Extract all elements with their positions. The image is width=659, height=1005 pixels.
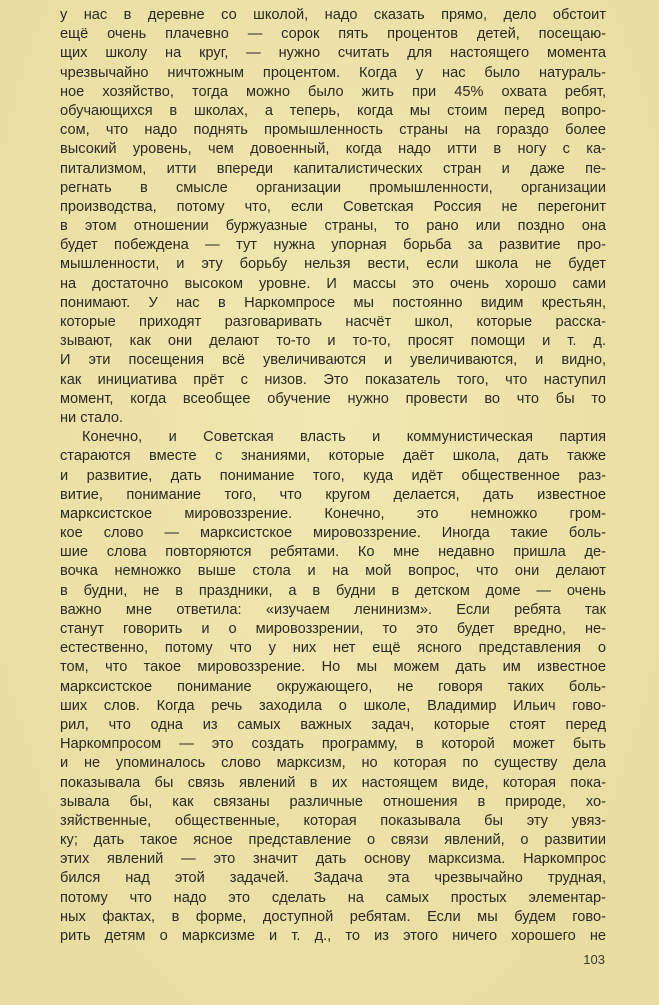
- text-line: понимают. У нас в Наркомпросе мы постоянно видим крестьян,: [60, 294, 606, 311]
- text-line: показывала бы связь явлений в их настоящем виде, которая пока-: [60, 774, 606, 791]
- text-line: естественно, потому что у них нет ещё ясного представления о: [60, 640, 606, 657]
- text-line: зывают, как они делают то-то и то-то, просят помощи и т. д.: [60, 333, 606, 350]
- text-line: ещё очень плачевно — сорок пять процентов детей, посещаю-: [60, 26, 606, 43]
- text-line: и не упоминалось слово марксизм, но которая по существу дела: [60, 755, 606, 772]
- text-line: на достаточно высоком уровне. И массы это очень хорошо сами: [60, 275, 606, 292]
- text-line: Конечно, и Советская власть и коммунистическая партия: [82, 429, 606, 446]
- page-body: [60, 6, 606, 946]
- text-line: высокий уровень, чем довоенный, когда надо итти в ногу с ка-: [60, 141, 606, 158]
- text-line: марксистское понимание окружающего, не говоря таких боль-: [60, 678, 606, 695]
- text-line: зывала бы, как связаны различные отношения в природе, хо-: [60, 793, 606, 810]
- text-line: витие, понимание того, что кругом делается, дать известное: [60, 486, 606, 503]
- text-line: как инициатива прёт с низов. Это показатель того, что наступил: [60, 371, 606, 388]
- text-line: рить детям о марксизме и т. д., то из этого ничего хорошего не: [60, 928, 606, 944]
- text-line: Наркомпросом — это создать программу, в которой может быть: [60, 736, 606, 753]
- text-line: сом, что надо поднять промышленность страны на гораздо более: [60, 122, 606, 139]
- text-line: кое слово — марксистское мировоззрение. Иногда такие боль-: [60, 525, 606, 542]
- text-line: будет побеждена — тут нужна упорная борьба за развитие про-: [60, 237, 606, 254]
- text-line: в этом отношении буржуазные страны, то рано или поздно она: [60, 218, 606, 235]
- text-line: важно мне ответила: «изучаем ленинизм». Если ребята так: [60, 601, 606, 618]
- text-line: чрезвычайно ничтожным процентом. Когда у нас было натураль-: [60, 64, 606, 81]
- text-line: ку; дать такое ясное представление о связи явлений, о развитии: [60, 832, 606, 849]
- text-line: ни стало.: [60, 409, 124, 426]
- text-line: марксистское мировоззрение. Конечно, это немножко гром-: [60, 505, 606, 522]
- text-line: ших слов. Когда речь заходила о школе, Владимир Ильич гово-: [60, 697, 606, 714]
- text-line: стараются вместе с знаниями, которые даёт школа, дать также: [60, 448, 606, 465]
- text-line: шие слова повторяются ребятами. Ко мне недавно пришла де-: [60, 544, 606, 561]
- text-line: которые приходят разговаривать насчёт школ, которые расска-: [60, 314, 606, 330]
- text-line: регнать в смысле организации промышленности, организации: [60, 179, 606, 196]
- page-number: 103: [583, 952, 605, 967]
- text-line: момент, когда всеобщее обучение нужно провести во что бы то: [60, 390, 606, 407]
- text-line: и развитие, дать понимание того, куда идёт общественное раз-: [60, 467, 606, 484]
- text-line: щих школу на круг, — нужно считать для настоящего момента: [60, 45, 606, 62]
- text-line: обучающихся в школах, а теперь, когда мы стоим перед вопро-: [60, 102, 606, 119]
- paragraph: [60, 6, 606, 428]
- text-line: вочка немножко выше стола и на мой вопрос, что они делают: [60, 563, 606, 580]
- text-line: питализмом, итти впереди капиталистических стран и даже пе-: [60, 160, 606, 177]
- text-line: у нас в деревне со школой, надо сказать прямо, дело обстоит: [60, 7, 606, 23]
- text-line: этих явлений — это значит дать основу марксизма. Наркомпрос: [60, 851, 606, 868]
- text-line: том, что такое мировоззрение. Но мы можем дать им известное: [60, 659, 606, 676]
- text-line: бился над этой задачей. Задача эта чрезвычайно трудная,: [60, 870, 606, 887]
- text-line: ное хозяйство, тогда можно было жить при 45% охвата ребят,: [60, 83, 606, 100]
- text-line: потому что надо это сделать на самых простых элементар-: [60, 889, 606, 906]
- text-line: зяйственные, общественные, которая показывала бы эту увяз-: [60, 812, 606, 829]
- text-line: мышленности, и эту борьбу нельзя вести, если школа не будет: [60, 256, 606, 273]
- text-line: станут говорить и о мировоззрении, то это будет вредно, не-: [60, 621, 606, 637]
- text-line: рил, что одна из самых важных задач, которые стоят перед: [60, 716, 606, 733]
- text-line: производства, потому что, если Советская Россия не перегонит: [60, 198, 606, 215]
- text-line: И эти посещения всё увеличиваются и увеличиваются, и видно,: [60, 352, 606, 369]
- paragraph: [60, 428, 606, 946]
- text-line: в будни, не в праздники, а в будни в детском доме — очень: [60, 582, 606, 599]
- text-line: ных фактах, в форме, доступной ребятам. Если мы будем гово-: [60, 908, 606, 925]
